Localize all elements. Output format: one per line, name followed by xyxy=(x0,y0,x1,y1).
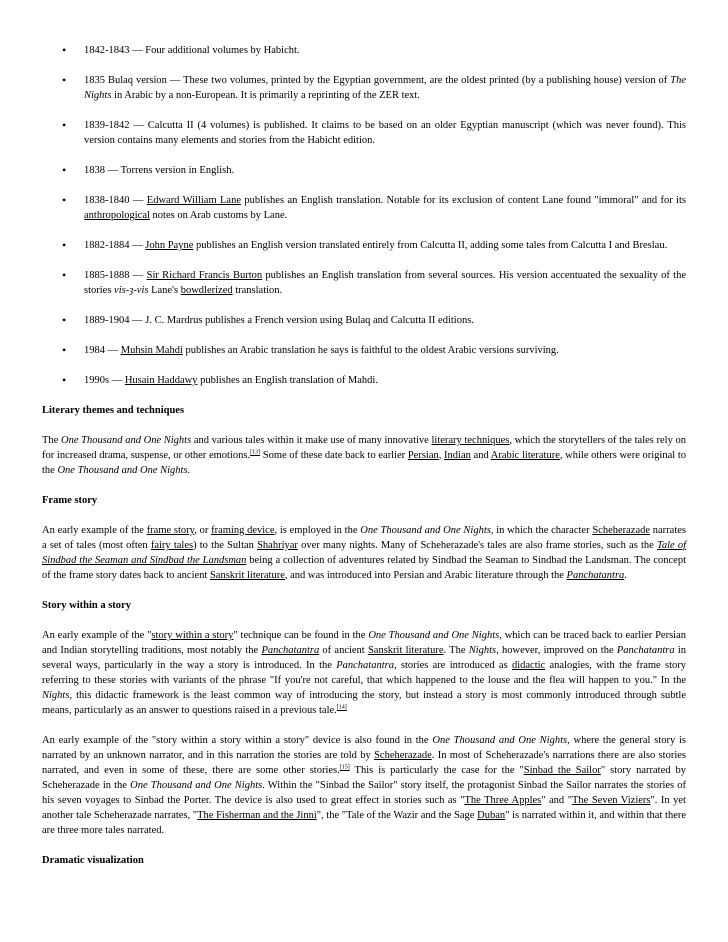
timeline-date: 1885-1888 xyxy=(84,270,130,281)
bullet-icon: • xyxy=(62,343,67,357)
link-duban[interactable]: Duban xyxy=(477,810,506,821)
timeline-item: • 1838-1840 — Edward William Lane publishes an English translation. Notable for its exclusion of content Lane found "immoral" and for its anthropological notes on Arab customs by Lane. xyxy=(62,193,687,221)
timeline-item: • 1882-1884 — John Payne publishes an English version translated entirely from Calcutta II, adding some tales from Calcutta I and Breslau. xyxy=(62,238,668,252)
paragraph-story-within-story: An early example of the "story within a story" technique can be found in the One Thousand and One Nights, which can be traced back to earlier Persian and Indian storytelling traditions, most notably the Panchatantra of ancient Sanskrit literature. The Nights, however, improved on the Panchatantra in several ways, particularly in the way a story is introduced. In the Panchatantra, stories are introduced as didactic analogies, with the frame story referring to these stories with variants of the phrase "If you're not careful, that which happened to the louse and the flea will happen to you." In the Nights, this didactic framework is the least common way of introducing the story, but instead a story is most commonly introduced through subtle means, particularly as an answer to questions raised in a previous tale.[14] xyxy=(42,630,687,716)
link-sanskrit-literature[interactable]: Sanskrit literature xyxy=(209,570,285,581)
timeline-date: 1889-1904 xyxy=(84,315,130,326)
bullet-icon: • xyxy=(62,268,67,282)
link-fisherman-and-jinni[interactable]: The Fisherman and the Jinni xyxy=(197,810,317,821)
link-edward-william-lane[interactable]: Edward William Lane xyxy=(146,195,241,206)
link-anthropological[interactable]: anthropological xyxy=(84,210,150,221)
timeline-item: • 1842-1843 — Four additional volumes by Habicht. xyxy=(62,43,300,57)
edition-timeline-list xyxy=(42,0,686,388)
link-panchatantra[interactable]: Panchatantra xyxy=(566,570,625,581)
bullet-icon: • xyxy=(62,43,67,57)
link-john-payne[interactable]: John Payne xyxy=(145,240,194,251)
link-didactic[interactable]: didactic xyxy=(511,660,546,671)
section-heading-frame-story: Frame story xyxy=(42,495,98,506)
timeline-item: • 1838 — Torrens version in English. xyxy=(62,163,235,177)
link-scheherazade[interactable]: Scheherazade xyxy=(592,525,651,536)
bullet-icon: • xyxy=(62,118,67,132)
link-framing-device[interactable]: framing device xyxy=(211,525,275,536)
timeline-date: 1838-1840 xyxy=(84,195,130,206)
section-heading-dramatic-visualization: Dramatic visualization xyxy=(42,855,144,866)
timeline-date: 1990s xyxy=(84,375,110,386)
bullet-icon: • xyxy=(62,313,67,327)
bullet-icon: • xyxy=(62,373,67,387)
link-richard-burton[interactable]: Sir Richard Francis Burton xyxy=(146,270,263,281)
link-the-three-apples[interactable]: The Three Apples xyxy=(464,795,542,806)
section-heading-story-within-story: Story within a story xyxy=(42,600,131,611)
timeline-item: • 1984 — Muhsin Mahdi publishes an Arabic translation he says is faithful to the oldest Arabic versions surviving. xyxy=(62,343,559,357)
timeline-item: • 1835 Bulaq version — These two volumes, printed by the Egyptian government, are the oldest printed (by a publishing house) version of The Nights in Arabic by a non-European. It is primarily a reprinting of the ZER text. xyxy=(62,73,687,101)
bullet-icon: • xyxy=(62,73,67,87)
timeline-date: 1984 xyxy=(84,345,105,356)
link-fairy-tales[interactable]: fairy tales xyxy=(150,540,194,551)
timeline-date: 1839-1842 xyxy=(84,120,130,131)
citation-link[interactable]: [15] xyxy=(339,764,350,771)
section-heading-literary: Literary themes and techniques xyxy=(42,405,185,416)
link-arabic-literature[interactable]: Arabic literature xyxy=(490,450,560,461)
link-sanskrit-literature[interactable]: Sanskrit literature xyxy=(367,645,444,656)
link-sinbad-the-sailor[interactable]: Sinbad the Sailor xyxy=(523,765,601,776)
timeline-item: • 1839-1842 — Calcutta II (4 volumes) is published. It claims to be based on an older Egyptian manuscript (which was never found). This version contains many elements and stories from the Habicht edition. xyxy=(62,118,686,146)
link-literary-techniques[interactable]: literary techniques xyxy=(431,435,510,446)
link-shahriyar[interactable]: Shahriyar xyxy=(257,540,298,551)
link-bowdlerized[interactable]: bowdlerized xyxy=(180,285,233,296)
link-scheherazade[interactable]: Scheherazade xyxy=(374,750,432,761)
timeline-item: • 1990s — Husain Haddawy publishes an English translation of Mahdi. xyxy=(62,373,378,387)
timeline-item: • 1889-1904 — J. C. Mardrus publishes a French version using Bulaq and Calcutta II editions. xyxy=(62,313,474,327)
timeline-date: 1838 xyxy=(84,165,105,176)
link-indian[interactable]: Indian xyxy=(444,450,471,461)
link-husain-haddawy[interactable]: Husain Haddawy xyxy=(124,375,198,386)
citation-link[interactable]: [14] xyxy=(336,704,347,711)
paragraph-frame-story: An early example of the frame story, or framing device, is employed in the One Thousand and One Nights, in which the character Scheherazade narrates a set of tales (most often fairy tales) to the Sultan Shahriyar over many nights. Many of Scheherazade's tales are also frame stories, such as the Tale of Sindbad the Seaman and Sindbad the Landsman being a collection of adventures related by Sindbad the Seaman to Sindbad the Landsman. The concept of the frame story dates back to ancient Sanskrit literature, and was introduced into Persian and Arabic literature through the Panchatantra. xyxy=(42,525,687,581)
paragraph-literary: The One Thousand and One Nights and various tales within it make use of many innovative literary techniques, which the storytellers of the tales rely on for increased drama, suspense, or other emotions.[13] Some of these date back to earlier Persian, Indian and Arabic literature, while others were original to the One Thousand and One Nights. xyxy=(42,435,686,476)
timeline-date: 1842-1843 xyxy=(84,45,130,56)
paragraph-story-within-story-within-story: An early example of the "story within a story within a story" device is also found in the One Thousand and One Nights, where the general story is narrated by an unknown narrator, and in this narration the stories are told by Scheherazade. In most of Scheherazade's narrations there are also stories narrated, and even in some of these, there are some other stories.[15] This is particularly the case for the "Sinbad the Sailor" story narrated by Scheherazade in the One Thousand and One Nights. Within the "Sinbad the Sailor" story itself, the protagonist Sinbad the Sailor narrates the stories of his seven voyages to Sinbad the Porter. The device is also used to great effect in stories such as "The Three Apples" and "The Seven Viziers". In yet another tale Scheherazade narrates, "The Fisherman and the Jinni", the "Tale of the Wazir and the Sage Duban" is narrated within it, and within that there are three more tales narrated. xyxy=(42,735,687,836)
link-story-within-a-story[interactable]: story within a story xyxy=(151,630,234,641)
bullet-icon: • xyxy=(62,238,67,252)
link-the-seven-viziers[interactable]: The Seven Viziers xyxy=(571,795,651,806)
bullet-icon: • xyxy=(62,163,67,177)
timeline-date: 1882-1884 xyxy=(84,240,130,251)
link-muhsin-mahdi[interactable]: Muhsin Mahdi xyxy=(120,345,183,356)
bullet-icon: • xyxy=(62,193,67,207)
link-panchatantra[interactable]: Panchatantra xyxy=(261,645,320,656)
timeline-date: 1835 xyxy=(84,75,105,86)
link-persian[interactable]: Persian xyxy=(407,450,439,461)
link-frame-story[interactable]: frame story xyxy=(146,525,195,536)
link-tale-of-sindbad[interactable]: Tale of Sindbad the Seaman and Sindbad the Landsman xyxy=(42,540,687,566)
citation-link[interactable]: [13] xyxy=(250,449,261,456)
timeline-item: • 1885-1888 — Sir Richard Francis Burton publishes an English translation from several sources. His version accentuated the sexuality of the stories vis-ȝ-vis Lane's bowdlerized translation. xyxy=(62,268,687,296)
